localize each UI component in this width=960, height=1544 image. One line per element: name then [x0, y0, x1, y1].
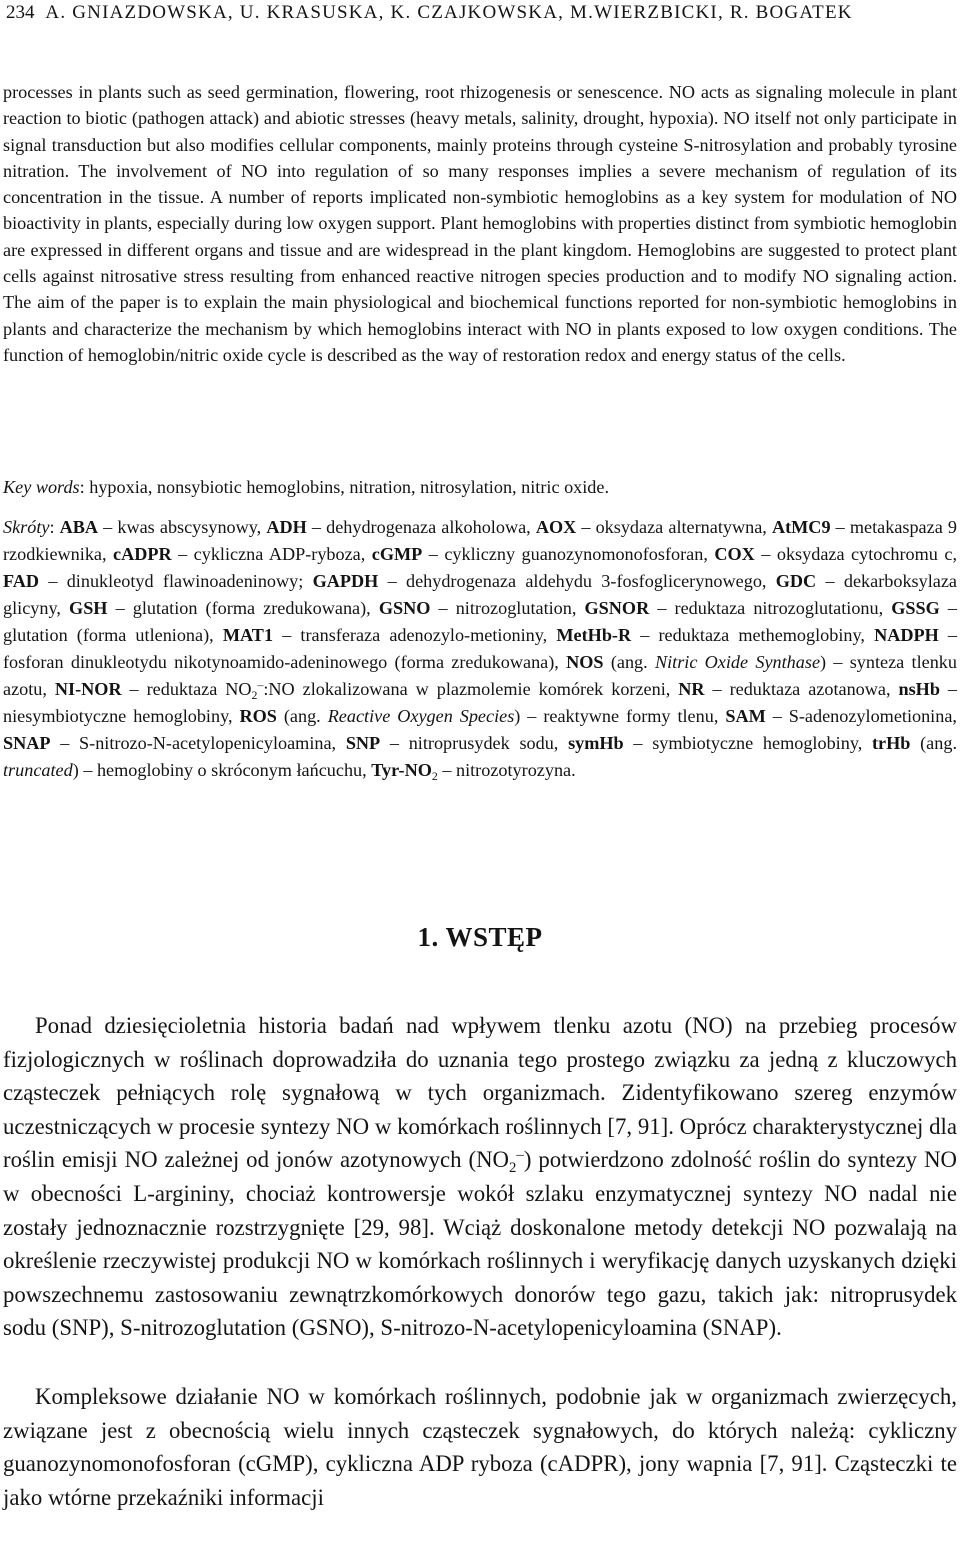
abbrev-english: Reactive Oxygen Species [327, 706, 515, 726]
abbrev-def: – cykliczna ADP-ryboza, [171, 544, 372, 564]
running-header [6, 2, 853, 24]
abbrev-def: – dehydrogenaza alkoholowa, [306, 517, 536, 537]
abstract-text: processes in plants such as seed germination, flowering, root rhizogenesis or senescence. NO acts as signaling molecule in plant reaction to biotic (pathogen attack) and abiotic stresses (heavy metals, salinity, drought, hypoxia). NO itself not only participate in signal transduction but also modifies cellular components, mainly proteins through cysteine S-nitrosylation and probably tyrosine nitration. The involvement of NO into regulation of so many responses implies a severe mechanism of regulation of its concentration in the tissue. A number of reports implicated non-symbiotic hemoglobins as a key system for modulation of NO bioactivity in plants, especially during low oxygen support. Plant hemoglobins with properties distinct from symbiotic hemoglobin are expressed in different organs and tissue and are widespread in the plant kingdom. Hemoglobins are suggested to protect plant cells against nitrosative stress resulting from enhanced reactive nitrogen species production and to modify NO signaling action. The aim of the paper is to explain the main physiological and biochemical functions reported for non-symbiotic hemoglobins in plants and characterize the mechanism by which hemoglobins interact with NO in plants exposed to low oxygen conditions. The function of hemoglobin/nitric oxide cycle is described as the way of restoration redox and energy status of the cells. [3, 82, 957, 365]
abbrev-def: – glutation (forma zredukowana), [107, 598, 379, 618]
abbrev-term: Tyr-NO [371, 760, 432, 780]
abbrev-def: – nitrozotyrozyna. [437, 760, 576, 780]
subscript: 2 [509, 1160, 517, 1177]
paragraph-text: Ponad dziesięcioletnia historia badań nad wpływem tlenku azotu (NO) na przebieg procesów fizjologicznych w roślinach doprowadziła do uznania tego prostego związku za jedną z kluczowych cząsteczek pełniących rolę sygnałową w tych organizmach. Zidentyfikowano szereg enzymów uczestniczących w procesie syntezy NO w komórkach roślinnych [7, 91]. Oprócz charakterystycznej dla roślin emisji NO zależnej od jonów azotynowych (NO [3, 1013, 957, 1173]
abbrev-term: AOX [535, 517, 577, 537]
page-number: 234 [6, 2, 35, 23]
body-paragraph: Kompleksowe działanie NO w komórkach roślinnych, podobnie jak w organizmach zwierzęcych, związane jest z obecnością wielu innych cząsteczek sygnałowych, do których należą: cykliczny guanozynomonofosforan (cGMP), cykliczna ADP ryboza (cADPR), jony wapnia [7, 91]. Cząsteczki te jako wtórne przekaźniki informacji [3, 1384, 957, 1510]
abbrev-def: – kwas abscysynowy, [98, 517, 267, 537]
paragraph-text: ) potwierdzono zdolność roślin do syntezy NO w obecności L-argininy, chociaż kontrowersje wokół szlaku enzymatycznej syntezy NO nadal nie zostały jednoznacznie rozstrzygnięte [29, 98]. Wciąż doskonalone metody detekcji NO pozwalają na określenie rzeczywistej produkcji NO w komórkach roślinnych i weryfikację danych uzyskanych dzięki powszechnemu zastosowaniu zewnątrzkomórkowych donorów tego gazu, takich jak: nitroprusydek sodu (SNP), S-nitrozoglutation (GSNO), S-nitrozo-N-acetylopenicyloamina (SNAP). [3, 1147, 957, 1341]
abbrev-def: – oksydaza cytochromu c, [754, 544, 957, 564]
abbrev-def: – transferaza adenozylo-metioniny, [273, 625, 557, 645]
abbrev-term: NOS [566, 652, 604, 672]
abbrev-term: cGMP [371, 544, 423, 564]
abbrev-term: nsHb [898, 679, 940, 699]
abbrev-def: – S-adenozylometionina, [765, 706, 957, 726]
abbrev-def: – cykliczny guanozynomonofosforan, [422, 544, 715, 564]
abbrev-def: – symbiotyczne hemoglobiny, [623, 733, 872, 753]
abbrev-term: GSNOR [584, 598, 650, 618]
abbrev-term: ABA [59, 517, 99, 537]
abbrev-def: (ang. [276, 706, 328, 726]
abbrev-term: ROS [239, 706, 277, 726]
abbrev-def: ) – reaktywne formy tlenu, [514, 706, 726, 726]
abbrev-term: FAD [3, 571, 40, 591]
abbrev-english: Nitric Oxide Synthase [654, 652, 821, 672]
keywords-label: Key words [3, 477, 80, 497]
abbrev-def: – dehydrogenaza aldehydu 3-fosfoglicerynowego, [378, 571, 776, 591]
body-paragraph [3, 1009, 957, 1345]
abbrev-english: truncated [3, 760, 73, 780]
abbreviations-label: Skróty [3, 517, 50, 537]
abbrev-term: GSSG [891, 598, 940, 618]
abbrev-term: SNAP [3, 733, 51, 753]
section-heading: 1. WSTĘP [417, 922, 543, 952]
abbrev-def: – dekarboksylaza glicyny, [3, 571, 957, 618]
abbrev-def: – reduktaza nitrozoglutationu, [649, 598, 892, 618]
abbrev-term: COX [714, 544, 755, 564]
abbrev-def: – nitroprusydek sodu, [380, 733, 569, 753]
abbrev-term: trHb [872, 733, 911, 753]
subscript: 2 [251, 688, 258, 703]
abbrev-term: symHb [568, 733, 624, 753]
abbrev-def: (ang. [603, 652, 655, 672]
abbrev-def: – reduktaza methemoglobiny, [631, 625, 875, 645]
abbrev-term: AtMC9 [771, 517, 831, 537]
abbrev-def: ) – hemoglobiny o skróconym łańcuchu, [72, 760, 372, 780]
abbrev-def: – fosforan dinukleotydu nikotynoamido-adeninowego (forma zredukowana), [3, 625, 957, 672]
abbrev-term: GSNO [378, 598, 431, 618]
abbrev-def: :NO zlokalizowana w plazmolemie komórek korzeni, [263, 679, 679, 699]
abbrev-def: – oksydaza alternatywna, [576, 517, 772, 537]
abbrev-def: – niesymbiotyczne hemoglobiny, [3, 679, 958, 726]
keywords-text: : hypoxia, nonsybiotic hemoglobins, nitration, nitrosylation, nitric oxide. [79, 477, 610, 497]
abbrev-term: ADH [266, 517, 307, 537]
superscript: – [516, 1147, 524, 1164]
abbrev-def: – reduktaza NO [121, 679, 252, 699]
abbrev-term: SNP [345, 733, 381, 753]
abbrev-term: MAT1 [222, 625, 274, 645]
keywords [3, 474, 957, 500]
subscript: 2 [431, 769, 438, 784]
abbreviations: Skróty: ABA – kwas abscysynowy, ADH – dehydrogenaza alkoholowa, AOX – oksydaza alternatywna, AtMC9 – metakaspaza 9 rzodkiewnika, cADPR – cykliczna ADP-ryboza, cGMP – cykliczny guanozynomonofosforan, COX – oksydaza cytochromu c, FAD – dinukleotyd flawinoadeninowy; GAPDH – dehydrogenaza aldehydu 3-fosfoglicerynowego, GDC – dekarboksylaza glicyny, GSH – glutation (forma zredukowana), GSNO – nitrozoglutation, GSNOR – reduktaza nitrozoglutationu, GSSG – glutation (forma utleniona), MAT1 – transferaza adenozylo-metioniny, MetHb-R – reduktaza methemoglobiny, NADPH – fosforan dinukleotydu nikotynoamido-adeninowego (forma zredukowana), NOS (ang. Nitric Oxide Synthase) – synteza tlenku azotu, NI-NOR – reduktaza $NO_2^-:NO$ zlokalizowana w plazmolemie komórek korzeni, NR – reduktaza azotanowa, nsHb – niesymbiotyczne hemoglobiny, ROS (ang. Reactive Oxygen Species) – reaktywne formy tlenu, SAM – S-adenozylometionina, SNAP – S-nitrozo-N-acetylopenicyloamina, SNP – nitroprusydek sodu, symHb – symbiotyczne hemoglobiny, trHb (ang. truncated) – hemoglobiny o skróconym łańcuchu, Tyr-$NO_2$ – nitrozotyrozyna. [3, 517, 958, 784]
abbrev-def: ) – synteza tlenku azotu, [3, 652, 957, 699]
abbrev-def: – glutation (forma utleniona), [3, 598, 958, 645]
abbrev-def: – nitrozoglutation, [430, 598, 585, 618]
abbrev-def: – S-nitrozo-N-acetylopenicyloamina, [50, 733, 346, 753]
abbrev-term: GAPDH [312, 571, 379, 591]
abbrev-def: (ang. [910, 733, 957, 753]
abbrev-term: MetHb-R [556, 625, 632, 645]
abbrev-term: NI-NOR [54, 679, 122, 699]
abbrev-term: GDC [775, 571, 817, 591]
abbrev-term: SAM [725, 706, 766, 726]
abbrev-def: – metakaspaza 9 rzodkiewnika, [3, 517, 957, 564]
header-authors: A. GNIAZDOWSKA, U. KRASUSKA, K. CZAJKOWSKA, M.WIERZBICKI, R. BOGATEK [45, 2, 853, 23]
superscript: – [257, 677, 264, 692]
abbrev-term: NADPH [874, 625, 939, 645]
abbrev-term: cADPR [113, 544, 172, 564]
abbrev-term: GSH [69, 598, 108, 618]
abbrev-term: NR [678, 679, 705, 699]
abbrev-def: – dinukleotyd flawinoadeninowy; [39, 571, 313, 591]
abbrev-def: – reduktaza azotanowa, [704, 679, 899, 699]
